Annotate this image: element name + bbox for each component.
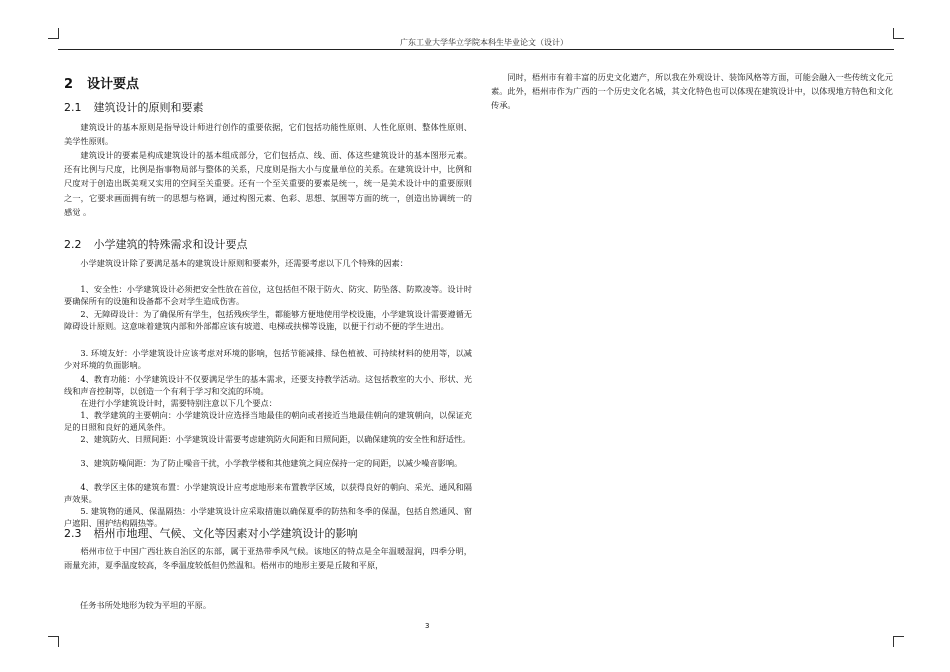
section-heading-2-2 <box>64 236 248 252</box>
paragraph: 同时，梧州市有着丰富的历史文化遗产，所以我在外观设计、装饰风格等方面，可能会融入一些传统文化元素。此外，梧州市作为广西的一个历史文化名城，其文化特色也可以体现在建筑设计中，以体现地方特色和文化传承。 <box>491 72 893 111</box>
list-item: 2、建筑防火、日照间距：小学建筑设计需要考虑建筑防火间距和日照间距，以确保建筑的安全性和舒适性。 <box>80 434 471 444</box>
section-title: 建筑设计的原则和要素 <box>93 101 204 114</box>
paragraph: 建筑设计的基本原则是指导设计师进行创作的重要依据，它们包括功能性原则、人性化原则、整体性原则、美学性原则。 <box>64 122 472 147</box>
crop-mark-bottom-left <box>48 636 59 647</box>
page-number: 3 <box>425 622 430 630</box>
list-item: 3. 环境友好：小学建筑设计应该考虑对环境的影响，包括节能减排、绿色植被、可持续材料的使用等，以减少对环境的负面影响。 <box>64 348 472 370</box>
chapter-title: 设计要点 <box>87 77 140 92</box>
paragraph-line: 任务书所处地形为较为平坦的平原。 <box>80 600 212 610</box>
section-title: 小学建筑的特殊需求和设计要点 <box>93 238 248 251</box>
paragraph: 小学建筑设计除了要满足基本的建筑设计原则和要素外，还需要考虑以下几个特殊的因素： <box>80 258 408 268</box>
section-number: 2.1 <box>64 101 82 114</box>
chapter-number: 2 <box>64 77 74 92</box>
section-heading-2-3 <box>64 525 358 541</box>
paragraph: 在进行小学建筑设计时，需要特别注意以下几个要点： <box>80 398 277 408</box>
crop-mark-top-left <box>48 28 59 39</box>
list-item: 4、教育功能：小学建筑设计不仅要满足学生的基本需求，还要支持教学活动。这包括教室的大小、形状、光线和声音控制等，以创造一个有利于学习和交流的环境。 <box>64 374 472 396</box>
list-item: 1、教学建筑的主要朝向：小学建筑设计应选择当地最佳的朝向或者接近当地最佳朝向的建筑朝向，以保证充足的日照和良好的通风条件。 <box>64 410 472 432</box>
paragraph: 梧州市位于中国广西壮族自治区的东部，属于亚热带季风气候。该地区的特点是全年温暖湿润，四季分明，雨量充沛，夏季温度较高，冬季温度较低但仍然温和。梧州市的地形主要是丘陵和平原， <box>64 546 472 571</box>
running-header: 广东工业大学华立学院本科生毕业论文（设计） <box>400 38 568 47</box>
list-item: 2、无障碍设计：为了确保所有学生，包括残疾学生，都能够方便地使用学校设施，小学建筑设计需要遵循无障碍设计原则。这意味着建筑内部和外部都应该有坡道、电梯或扶梯等设施，以便于行动不便的学生进出。 <box>64 309 472 331</box>
list-item: 3、建筑防噪间距：为了防止噪音干扰，小学教学楼和其他建筑之间应保持一定的间距，以减少噪音影响。 <box>80 458 463 468</box>
section-title: 梧州市地理、气候、文化等因素对小学建筑设计的影响 <box>93 527 358 540</box>
section-number: 2.2 <box>64 238 82 251</box>
list-item: 1、安全性：小学建筑设计必须把安全性放在首位，这包括但不限于防火、防灾、防坠落、防欺凌等。设计时要确保所有的设施和设备都不会对学生造成伤害。 <box>64 284 472 306</box>
crop-mark-bottom-right <box>893 636 904 647</box>
list-item: 4、教学区主体的建筑布置：小学建筑设计应考虑地形来布置教学区域，以获得良好的朝向、采光、通风和隔声效果。 <box>64 482 472 504</box>
list-item: 5. 建筑物的通风、保温隔热：小学建筑设计应采取措施以确保夏季的防热和冬季的保温，包括自然通风、窗户遮阳、围护结构隔热等。 <box>64 506 472 528</box>
crop-mark-top-right <box>893 28 904 39</box>
section-heading-2-1 <box>64 99 204 115</box>
header-rule <box>58 49 894 50</box>
section-number: 2.3 <box>64 527 82 540</box>
chapter-heading <box>64 73 139 92</box>
paragraph: 建筑设计的要素是构成建筑设计的基本组成部分，它们包括点、线、面、体这些建筑设计的基本图形元素。还有比例与尺度，比例是指事物局部与整体的关系，尺度则是指大小与度量单位的关系。在建筑设计中，比例和尺度对于创造出既美观又实用的空间至关重要。还有一个至关重要的要素是统一，统一是美术设计中的重要原则之一，它要求画面拥有统一的思想与格调，通过构图元素、色彩、思想、氛围等方面的统一，创造出协调统一的感觉 。 <box>64 150 472 217</box>
